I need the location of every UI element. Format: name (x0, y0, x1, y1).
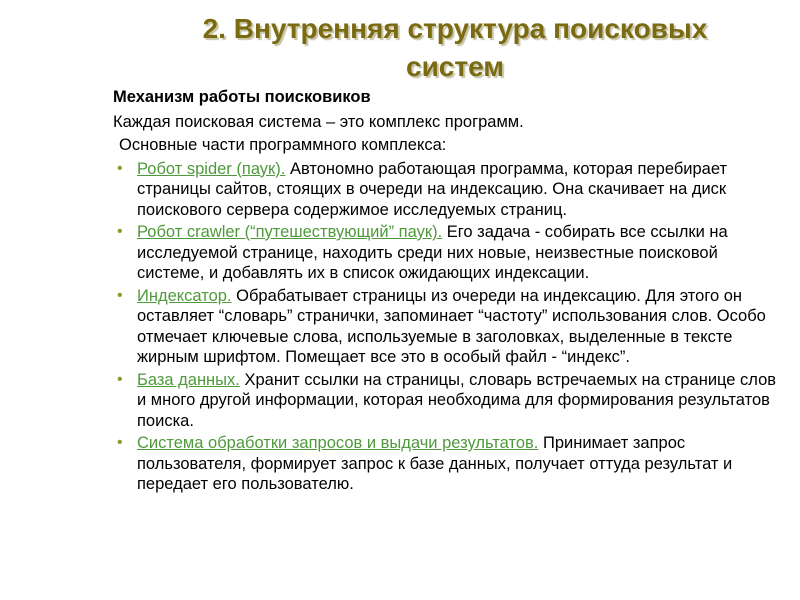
intro-text: Каждая поисковая система – это комплекс программ. (113, 112, 524, 131)
term-link-crawler[interactable]: Робот crawler (“путешествующий” паук). (137, 223, 443, 241)
section-heading: Механизм работы поисковиков (113, 88, 371, 106)
item-description: Хранит ссылки на страницы, словарь встречаемых на странице слов и много другой информации, которая необходима для формирования результатов поиска. (137, 370, 777, 430)
list-item-crawler (113, 222, 785, 284)
parts-label: Основные части программного комплекса: (119, 136, 447, 154)
list-item-query-system (113, 433, 785, 495)
bullet-icon: • (117, 370, 123, 388)
term-link-database[interactable]: База данных. (137, 370, 240, 389)
bullet-icon: • (117, 223, 123, 240)
term-link-indexer[interactable]: Индексатор. (137, 286, 232, 305)
bullet-icon: • (117, 159, 123, 177)
slide-content (113, 87, 785, 497)
bullet-icon: • (117, 286, 123, 304)
term-link-query-system[interactable]: Система обработки запросов и выдачи результатов. (137, 434, 539, 452)
bullet-icon: • (117, 434, 123, 451)
list-item-spider (113, 159, 785, 221)
slide-title: 2. Внутренняя структура поисковых систем (202, 13, 708, 82)
term-link-spider[interactable]: Робот spider (паук). (137, 159, 286, 178)
item-description: Обрабатывает страницы из очереди на индексацию. Для этого он оставляет “словарь” странички, запоминает “частоту” использования слов. Особо отмечает ключевые слова, используемые в заголовках, выделенные в тексте жирным шрифтом. Помещает все это в особый файл - “индекс”. (137, 286, 766, 366)
list-item-indexer (113, 286, 785, 368)
item-description: Автономно работающая программа, которая перебирает страницы сайтов, стоящих в очереди на индексацию. Она скачивает на диск поискового сервера содержимое исследуемых страниц. (137, 159, 728, 219)
components-list (113, 159, 785, 495)
item-description: Его задача - собирать все ссылки на исследуемой странице, находить среди них новые, неизвестные поисковой системе, и добавлять их в список ожидающих индексации. (137, 223, 728, 282)
item-description: Принимает запрос пользователя, формирует запрос к базе данных, получает оттуда результат и передает его пользователю. (137, 434, 733, 493)
list-item-database (113, 370, 785, 432)
